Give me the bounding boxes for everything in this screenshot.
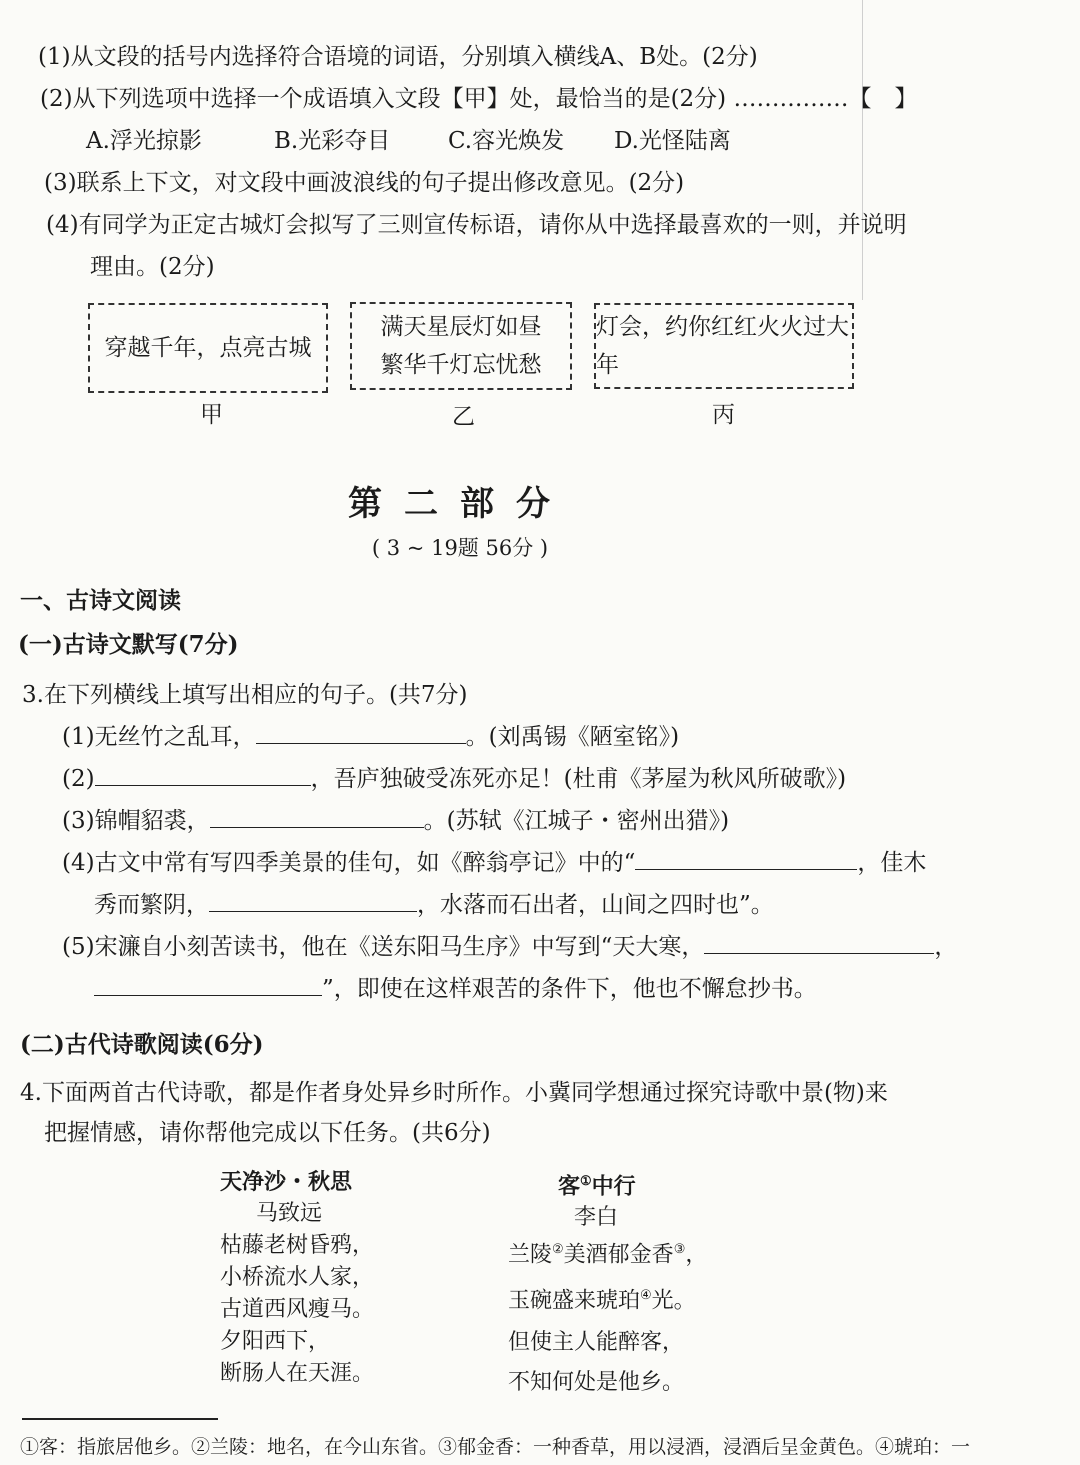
option-b: B.光彩夺目 [274, 128, 391, 154]
poem-author: 李白 [574, 1205, 619, 1231]
answer-blank[interactable] [704, 933, 934, 954]
footnote: ①客：指旅居他乡。②兰陵：地名，在今山东省。③郁金香：一种香草，用以浸酒，浸酒后呈金黄色。④琥珀：一 [20, 1436, 971, 1458]
poem-line: 断肠人在天涯。 [220, 1361, 375, 1386]
poem-line: 夕阳西下， [220, 1329, 331, 1354]
slogan-text: 满天星辰灯如昼 [380, 314, 542, 340]
question-line-4: (4)有同学为正定古城灯会拟写了三则宣传标语，请你从中选择最喜欢的一则，并说明 [46, 212, 907, 238]
poem-line: 古道西风瘦马。 [220, 1297, 375, 1322]
option-c: C.容光焕发 [448, 128, 565, 154]
question-line-4-cont: 理由。(2分) [90, 254, 215, 280]
slogan-label-yi: 乙 [452, 404, 475, 430]
q3-item-4-cont: 秀而繁阴， ，水落而石出者，山间之四时也”。 [94, 892, 774, 918]
slogan-label-jia: 甲 [200, 402, 223, 428]
poem-line: 但使主人能醉客， [508, 1329, 685, 1355]
q3-item-4: (4)古文中常有写四季美景的佳句，如《醉翁亭记》中的“ ，佳木 [62, 850, 927, 876]
poem-tianjingsha [220, 1166, 374, 1390]
q3-stem: 3.在下列横线上填写出相应的句子。(共7分) [22, 682, 468, 708]
question-line-1: (1)从文段的括号内选择符合语境的词语，分别填入横线A、B处。(2分) [38, 44, 758, 70]
subsection-heading: (一)古诗文默写(7分) [18, 631, 239, 658]
answer-blank[interactable] [94, 975, 322, 996]
question-line-3: (3)联系上下文，对文段中画波浪线的句子提出修改意见。(2分) [44, 170, 685, 196]
footnote-marker: ④ [640, 1287, 652, 1303]
slogan-box-yi [350, 302, 572, 390]
poem-line: 兰陵②美酒郁金香③， [508, 1242, 708, 1268]
poem-title: 客①中行 [558, 1173, 636, 1200]
option-d: D.光怪陆离 [614, 128, 731, 154]
slogan-label-bing: 丙 [712, 402, 735, 428]
poem-title: 天净沙・秋思 [220, 1169, 353, 1195]
answer-blank[interactable] [635, 849, 857, 870]
q3-item-5: (5)宋濂自小刻苦读书，他在《送东阳马生序》中写到“天大寒， ， [62, 934, 958, 960]
footnote-marker: ② [552, 1242, 564, 1258]
poem-line: 小桥流水人家， [220, 1265, 375, 1290]
question-line-2: (2)从下列选项中选择一个成语填入文段【甲】处，最恰当的是(2分) ……………【 】 [40, 86, 918, 112]
answer-blank[interactable] [256, 723, 466, 744]
poem-kezhongxing [508, 1166, 707, 1399]
slogan-box-bing [594, 303, 854, 389]
section-heading: 一、古诗文阅读 [20, 587, 181, 614]
footnote-marker: ③ [673, 1242, 686, 1258]
page-divider [862, 0, 863, 300]
slogan-box-jia [88, 303, 328, 393]
poem-author: 马致远 [256, 1201, 323, 1226]
poem-line: 枯藤老树昏鸦， [220, 1233, 375, 1258]
slogan-text: 灯会，约你红红火火过大年 [596, 314, 849, 378]
footnote-marker: ① [580, 1174, 592, 1189]
option-a: A.浮光掠影 [86, 128, 202, 154]
poem-line: 不知何处是他乡。 [508, 1369, 685, 1395]
answer-blank[interactable] [95, 765, 311, 786]
part-subtitle: ( 3 ~ 19题 56分 ) [371, 536, 549, 560]
slogan-text: 穿越千年，点亮古城 [104, 335, 312, 361]
q3-item-2: (2) ，吾庐独破受冻死亦足！(杜甫《茅屋为秋风所破歌》) [62, 766, 847, 792]
part-title: 第二部分 [348, 484, 572, 524]
q3-item-3: (3)锦帽貂裘， 。(苏轼《江城子・密州出猎》) [62, 808, 730, 834]
footnote-rule [22, 1418, 218, 1420]
slogan-text: 繁华千灯忘忧愁 [380, 352, 542, 378]
q4-line-1: 4.下面两首古代诗歌，都是作者身处异乡时所作。小冀同学想通过探究诗歌中景(物)来 [20, 1080, 888, 1106]
q3-item-1: (1)无丝竹之乱耳， 。(刘禹锡《陋室铭》) [62, 724, 680, 750]
q3-item-5-cont: ”，即使在这样艰苦的条件下，他也不懈怠抄书。 [94, 974, 817, 1004]
subsection-heading-2: (二)古代诗歌阅读(6分) [20, 1031, 264, 1058]
poem-line: 玉碗盛来琥珀④光。 [508, 1287, 696, 1313]
answer-blank[interactable] [210, 807, 424, 828]
answer-blank[interactable] [209, 891, 417, 912]
q4-line-2: 把握情感，请你帮他完成以下任务。(共6分) [44, 1120, 491, 1146]
